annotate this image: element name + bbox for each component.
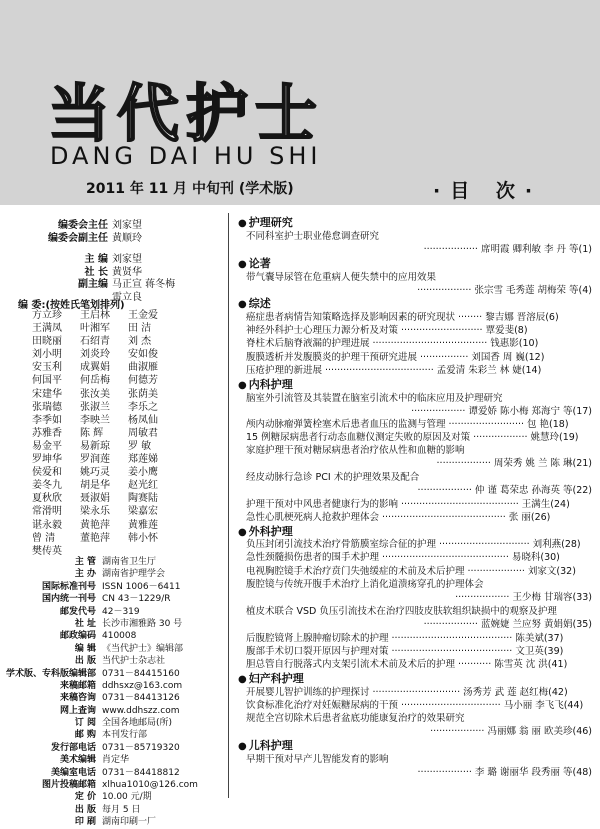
info-key: 主 管 xyxy=(74,557,96,567)
committee-row xyxy=(32,374,224,387)
committee-member: 苏雅香 xyxy=(32,427,62,439)
journal-title: 当代护士 xyxy=(48,77,325,150)
committee-member: 李乐之 xyxy=(128,401,158,413)
toc-authors[interactable]: ·················· 席明霞 卿利敏 李 丹 等(1) xyxy=(423,244,592,255)
committee-member: 李映兰 xyxy=(80,414,110,426)
committee-member: 聂淑娟 xyxy=(80,493,110,505)
editorial-role: 社 长 xyxy=(84,267,108,278)
committee-row xyxy=(32,414,224,427)
info-value: 410008 xyxy=(102,631,137,642)
info-value: 本刊发行部 xyxy=(102,730,148,741)
committee-member: 方立珍 xyxy=(32,310,62,321)
toc-authors[interactable]: ·················· 张宗雪 毛秀莲 胡梅荣 等(4) xyxy=(417,285,592,296)
toc-section-heading: ● 儿科护理 xyxy=(238,737,293,753)
toc-article[interactable]: 早期干预对早产儿智能发育的影响 xyxy=(246,754,389,765)
info-key: 美术编辑 xyxy=(59,755,96,766)
toc-heading: ·目 次· xyxy=(433,180,543,202)
info-key: 邮 购 xyxy=(74,730,96,741)
committee-member: 夏秋欣 xyxy=(32,493,62,505)
editorial-name: 马正宣 蒋冬梅 xyxy=(112,279,176,290)
info-key: 订 阅 xyxy=(74,718,96,729)
info-row xyxy=(22,816,228,828)
committee-member: 杨凤仙 xyxy=(128,414,158,426)
committee-member: 刘炎玲 xyxy=(80,349,110,361)
info-key: 网上查询 xyxy=(59,705,96,716)
info-row xyxy=(22,754,228,766)
toc-article[interactable]: 癌症患者病情告知策略选择及影响因素的研究现状 ········ 黎吉娜 晋溶辰(6) xyxy=(246,312,559,323)
committee-member: 胡是华 xyxy=(80,480,110,492)
committee-member: 黄艳萍 xyxy=(80,519,110,531)
info-row xyxy=(22,705,228,717)
toc-authors[interactable]: ·················· 蓝婉婕 兰应努 黄娟娟(35) xyxy=(423,619,592,630)
info-key: 发行部电话 xyxy=(50,742,96,753)
toc-article[interactable]: 植皮术联合 VSD 负压引流技术在治疗四肢皮肤软组织缺损中的观察及护理 xyxy=(246,606,557,617)
info-row xyxy=(22,692,228,704)
info-row xyxy=(22,779,228,791)
info-key: 印 刷 xyxy=(74,817,96,828)
committee-member: 石绍青 xyxy=(80,336,110,348)
committee-member: 姜冬九 xyxy=(32,480,62,492)
committee-member: 曾 清 xyxy=(32,532,56,544)
info-key: 邮发代号 xyxy=(59,606,96,617)
committee-member: 董艳萍 xyxy=(80,532,110,544)
info-value: CN 43－1229/R xyxy=(102,594,171,605)
committee-member: 樊传英 xyxy=(32,545,62,557)
info-key: 图片投稿邮箱 xyxy=(41,780,96,791)
committee-member: 张瑞德 xyxy=(32,401,62,413)
committee-row xyxy=(32,519,224,532)
info-row xyxy=(22,791,228,803)
info-row xyxy=(22,680,228,692)
info-value: 当代护士杂志社 xyxy=(102,656,166,667)
info-key: 来稿咨询 xyxy=(59,693,96,704)
info-row xyxy=(22,593,228,605)
committee-row xyxy=(32,453,224,466)
info-value: 42－319 xyxy=(102,606,140,617)
info-row xyxy=(22,767,228,779)
info-row xyxy=(22,804,228,816)
toc-authors[interactable]: ·················· 王少梅 甘瑞容(33) xyxy=(455,592,592,603)
editorial-name: 雷立良 xyxy=(112,292,142,303)
info-value: 湖南省卫生厅 xyxy=(102,557,157,567)
toc-article[interactable]: 胆总管自行脱落式内支架引流术术前及术后的护理 ··········· 陈雪英 沈 洪(41) xyxy=(246,659,568,670)
committee-member: 宋建华 xyxy=(32,388,62,400)
toc-article[interactable]: 护理干预对中风患者健康行为的影响 ······································· 王满生(24) xyxy=(246,499,570,510)
toc-article[interactable]: 后腹腔镜肾上腺肿瘤切除术的护理 ········································ 陈美斌(37) xyxy=(246,633,564,644)
committee-row xyxy=(32,335,224,348)
toc-article[interactable]: 不同科室护士职业倦怠调查研究 xyxy=(246,231,380,242)
committee-member: 姜小鹰 xyxy=(128,467,158,479)
info-row xyxy=(5,668,228,680)
info-value: 全国各地邮局(所) xyxy=(102,718,173,729)
info-row xyxy=(22,581,228,593)
toc-article[interactable]: 开展婴儿智护训练的护理探讨 ····························· 汤秀芳 武 莲 赵红梅(42) xyxy=(246,687,568,698)
committee-member: 何德芳 xyxy=(128,375,158,387)
committee-row xyxy=(32,322,224,335)
committee-member: 何国平 xyxy=(32,375,62,387)
info-value: ddhsxz@163.com xyxy=(102,680,183,691)
committee-member: 张汝美 xyxy=(80,388,110,400)
committee-member: 侯爱和 xyxy=(32,467,62,479)
toc-article[interactable]: 饮食标准化治疗对妊娠糖尿病的干预 ································· 马小丽 李飞飞(44) xyxy=(246,700,584,711)
info-value: 长沙市湘雅路 30 号 xyxy=(102,618,183,629)
committee-member: 郑莲娣 xyxy=(128,454,158,466)
committee-member: 赵光红 xyxy=(128,480,158,492)
info-key: 定 价 xyxy=(74,792,96,803)
toc-article[interactable]: 压疮护理的新进展 ···································· 孟爱清 朱彩兰 林 婕(14) xyxy=(246,365,542,376)
toc-article[interactable]: 腹膜透析并发腹膜炎的护理干预研究进展 ················ 刘国香 周 巍(12) xyxy=(246,352,545,363)
committee-member: 曲淑雁 xyxy=(128,362,158,374)
committee-member: 李季如 xyxy=(32,414,62,426)
info-key: 邮政编码 xyxy=(59,631,96,642)
toc-authors[interactable]: ·················· 冯丽娜 翁 丽 欧美珍(46) xyxy=(430,726,592,737)
committee-member: 王金爱 xyxy=(128,310,158,321)
info-key: 国际标准刊号 xyxy=(41,581,96,592)
toc-authors[interactable]: ·················· 仲 谨 葛荣忠 孙海英 等(22) xyxy=(417,485,592,496)
info-value: 《当代护士》编辑部 xyxy=(102,643,184,654)
committee-row xyxy=(32,361,224,374)
committee-member: 易金平 xyxy=(32,440,62,452)
info-value: xlhua1010@126.com xyxy=(102,780,198,791)
toc-article[interactable]: 15 例糖尿病患者行动态血糖仪测定失败的原因及对策 ·················· 姚慧玲(19) xyxy=(246,432,579,443)
committee-member: 张淑兰 xyxy=(80,401,110,413)
committee-row xyxy=(32,427,224,440)
committee-row xyxy=(32,466,224,479)
info-key: 编 辑 xyxy=(74,643,96,654)
column-divider xyxy=(228,213,229,798)
committee-member: 罗坤华 xyxy=(32,454,62,466)
info-row xyxy=(22,606,228,618)
editorial-role: 主 编 xyxy=(84,254,108,265)
info-key: 国内统一刊号 xyxy=(41,594,96,605)
toc-section-heading: ● 论著 xyxy=(238,255,271,271)
info-row xyxy=(22,556,228,568)
committee-member: 成翼娟 xyxy=(80,362,110,374)
committee-row xyxy=(32,492,224,505)
info-key: 主 办 xyxy=(74,569,96,580)
committee-row xyxy=(32,440,224,453)
info-key: 社 址 xyxy=(74,618,96,629)
toc-article[interactable]: 急性心肌梗死病人抢救护理体会 ········································· 张 丽(26) xyxy=(246,512,551,523)
info-value: 湖南省护理学会 xyxy=(102,569,166,580)
committee-member: 韩小怀 xyxy=(128,532,158,544)
info-row xyxy=(22,655,228,667)
committee-member: 田 洁 xyxy=(128,323,152,335)
info-value: 10.00 元/期 xyxy=(102,792,152,803)
info-key: 学术版、专科版编辑部 xyxy=(5,668,96,679)
committee-member: 田晓丽 xyxy=(32,336,62,348)
toc-article[interactable]: 带气囊导尿管在危重病人便失禁中的应用效果 xyxy=(246,272,437,283)
committee-member: 姚巧灵 xyxy=(80,467,110,479)
publication-info xyxy=(5,556,228,829)
toc-article[interactable]: 脑室外引流管及其装置在脑室引流术中的临床应用及护理研究 xyxy=(246,393,503,404)
editorial-name: 黄贤华 xyxy=(112,267,142,278)
toc-section-heading: ● 综述 xyxy=(238,295,271,311)
info-row xyxy=(22,729,228,741)
committee-row xyxy=(32,505,224,518)
committee-row xyxy=(32,388,224,401)
committee-member: 安玉利 xyxy=(32,362,62,374)
toc-article[interactable]: 家庭护理干预对糖尿病患者治疗依从性和血糖的影响 xyxy=(246,445,465,456)
info-row xyxy=(22,618,228,630)
committee-member: 刘小明 xyxy=(32,349,62,361)
committee-member: 罗 敏 xyxy=(128,440,152,452)
info-value: 0731－84418812 xyxy=(102,767,180,778)
toc-section-heading: ● 内科护理 xyxy=(238,376,293,392)
committee-member: 黄雅莲 xyxy=(128,519,158,531)
toc-section-heading: ● 护理研究 xyxy=(238,214,293,230)
info-value: 0731－84413126 xyxy=(102,693,180,704)
committee-member: 安如俊 xyxy=(128,349,158,361)
journal-title-pinyin: DANG DAI HU SHI xyxy=(50,142,322,170)
toc-article[interactable]: 神经外科护士心理压力源分析及对策 ··························· 覃爱斐(8) xyxy=(246,325,528,336)
toc-section-heading: ● 妇产科护理 xyxy=(238,670,304,686)
info-row xyxy=(22,630,228,642)
committee-member: 周敏君 xyxy=(128,427,158,439)
info-value: 0731－85719320 xyxy=(102,742,180,753)
info-key: 美编室电话 xyxy=(50,767,96,778)
committee-member: 王启林 xyxy=(80,310,110,321)
issue-line: 2011 年 11 月 中旬刊 (学术版) xyxy=(86,181,294,197)
info-value: 肖定华 xyxy=(102,755,130,766)
toc-article[interactable]: 规范全宫切除术后患者盆底功能康复治疗的效果研究 xyxy=(246,713,465,724)
toc-article[interactable]: 急性颈髓损伤患者的围手术护理 ·········································· 易晓科(30) xyxy=(246,552,560,563)
committee-member: 谌永毅 xyxy=(32,519,62,531)
editorial-name: 刘家望 xyxy=(112,220,142,231)
info-value: 每月 5 日 xyxy=(102,804,141,815)
toc-article[interactable]: 电视胸腔镜手术治疗贲门失弛缓症的术前及术后护理 ··················· 刘家文(32) xyxy=(246,566,576,577)
committee-row xyxy=(32,479,224,492)
info-row xyxy=(22,742,228,754)
toc-article[interactable]: 腹腔镜与传统开腹手术治疗上消化道溃疡穿孔的护理体会 xyxy=(246,579,484,590)
info-value: www.ddhszz.com xyxy=(102,705,180,716)
committee-member: 梁嘉宏 xyxy=(128,506,158,518)
committee-member: 叶湘军 xyxy=(80,323,110,335)
info-key: 来稿邮箱 xyxy=(59,680,96,691)
toc-article[interactable]: 颅内动脉瘤弹簧栓塞术后患者血压的监测与管理 ························· 包 艳(18) xyxy=(246,419,569,430)
committee-member: 陈 辉 xyxy=(80,427,104,439)
editorial-name: 刘家望 xyxy=(112,254,142,265)
committee-member: 陶赛陆 xyxy=(128,493,158,505)
committee-member: 易新琼 xyxy=(80,440,110,452)
committee-row xyxy=(32,532,224,545)
info-row xyxy=(22,568,228,580)
toc-article[interactable]: 负压封闭引流技术治疗骨筋膜室综合征的护理 ······························ 刘利燕(28) xyxy=(246,539,581,550)
committee-member: 常滑明 xyxy=(32,506,62,518)
committee-member: 何岳梅 xyxy=(80,375,110,387)
cover-header xyxy=(0,0,600,205)
editorial-name: 黄顺玲 xyxy=(112,233,142,244)
editorial-role: 编委会主任 xyxy=(58,220,108,231)
committee-row xyxy=(32,348,224,361)
info-value: 湖南印刷一厂 xyxy=(102,817,157,828)
toc-article[interactable]: 脊柱术后脑脊液漏的护理进展 ······································ 钱惠影(10) xyxy=(246,338,539,349)
committee-member: 王满凤 xyxy=(32,323,62,335)
committee-label: 编 委:(按姓氏笔划排列) xyxy=(18,300,125,311)
info-key: 出 版 xyxy=(74,804,96,815)
committee-row xyxy=(32,401,224,414)
toc-article[interactable]: 腹部手术切口裂开原因与护理对策 ········································ 文卫英(39) xyxy=(246,646,564,657)
committee-member: 张荫美 xyxy=(128,388,158,400)
info-value: ISSN 1006－6411 xyxy=(102,581,181,592)
toc-authors[interactable]: ·················· 谭爱娇 陈小梅 郑海宁 等(17) xyxy=(411,406,592,417)
info-row xyxy=(22,643,228,655)
info-key: 出 版 xyxy=(74,656,96,667)
toc-article[interactable]: 经皮动脉行急诊 PCI 术的护理效果及配合 xyxy=(246,472,420,483)
committee-member: 罗润莲 xyxy=(80,454,110,466)
info-row xyxy=(22,717,228,729)
editorial-role: 副主编 xyxy=(78,279,108,290)
committee-row xyxy=(32,309,224,322)
committee-member: 梁永乐 xyxy=(80,506,110,518)
toc-authors[interactable]: ·················· 周荣秀 姚 兰 陈 琳(21) xyxy=(436,458,592,469)
toc-authors[interactable]: ·················· 李 璐 谢丽华 段秀丽 等(48) xyxy=(417,767,592,778)
committee-member: 刘 杰 xyxy=(128,336,152,348)
committee-list xyxy=(32,309,224,558)
info-value: 0731－84415160 xyxy=(102,668,180,679)
toc-section-heading: ● 外科护理 xyxy=(238,523,293,539)
editorial-role: 编委会副主任 xyxy=(48,233,108,244)
